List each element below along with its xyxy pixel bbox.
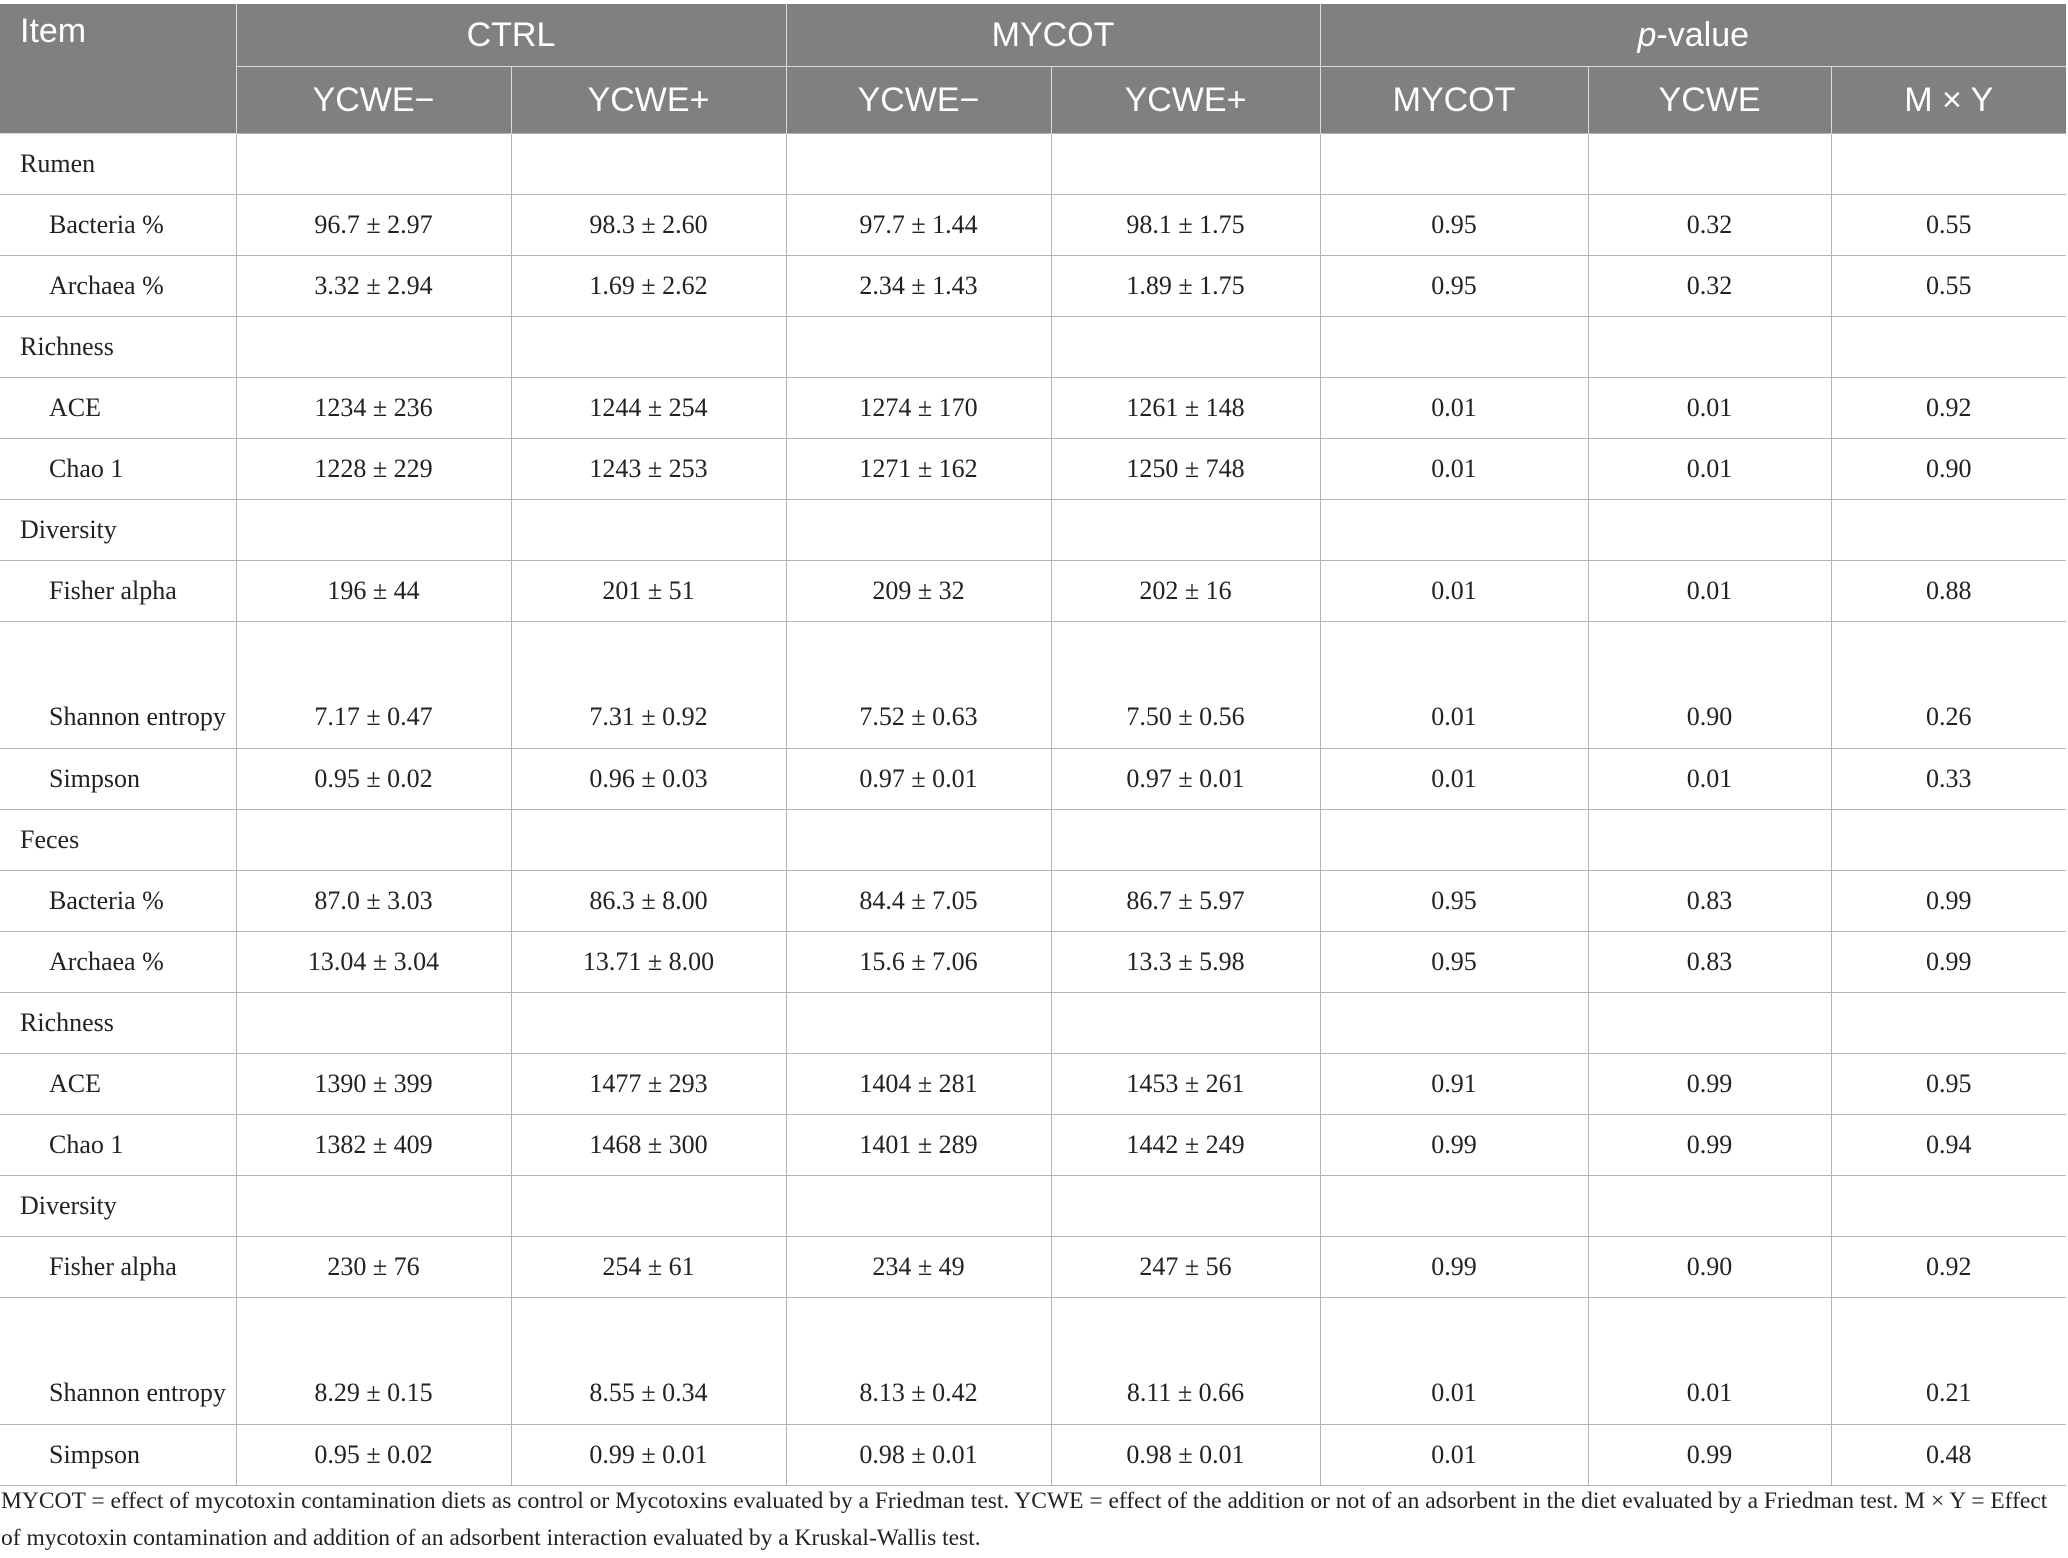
table-cell: 13.3 ± 5.98 <box>1051 932 1320 993</box>
table-cell: 1271 ± 162 <box>786 439 1051 500</box>
table-cell: 0.01 <box>1320 378 1588 439</box>
empty-cell <box>786 1176 1051 1237</box>
row-label: Shannon entropy <box>0 1298 236 1425</box>
table-cell: 0.96 ± 0.03 <box>511 749 786 810</box>
table-cell: 7.31 ± 0.92 <box>511 622 786 749</box>
section-row <box>0 500 2066 561</box>
section-label: Diversity <box>0 500 236 561</box>
table-cell: 84.4 ± 7.05 <box>786 871 1051 932</box>
table-cell: 96.7 ± 2.97 <box>236 195 511 256</box>
table-cell: 0.01 <box>1588 439 1831 500</box>
results-table <box>0 4 2066 1486</box>
empty-cell <box>1320 810 1588 871</box>
empty-cell <box>511 317 786 378</box>
row-label: Fisher alpha <box>0 1237 236 1298</box>
table-cell: 0.90 <box>1588 1237 1831 1298</box>
table-cell: 0.01 <box>1588 1298 1831 1425</box>
empty-cell <box>786 134 1051 195</box>
table-row <box>0 1298 2066 1425</box>
table-row <box>0 1237 2066 1298</box>
table-cell: 1250 ± 748 <box>1051 439 1320 500</box>
table-cell: 254 ± 61 <box>511 1237 786 1298</box>
header-item: Item <box>0 4 236 134</box>
table-cell: 15.6 ± 7.06 <box>786 932 1051 993</box>
table-cell: 1477 ± 293 <box>511 1054 786 1115</box>
empty-cell <box>511 134 786 195</box>
table-cell: 0.01 <box>1320 439 1588 500</box>
pvalue-p: p <box>1637 15 1657 54</box>
table-cell: 0.99 <box>1320 1237 1588 1298</box>
empty-cell <box>1051 1176 1320 1237</box>
table-cell: 8.55 ± 0.34 <box>511 1298 786 1425</box>
empty-cell <box>1831 134 2066 195</box>
table-cell: 1453 ± 261 <box>1051 1054 1320 1115</box>
empty-cell <box>511 993 786 1054</box>
table-cell: 0.97 ± 0.01 <box>786 749 1051 810</box>
table-cell: 234 ± 49 <box>786 1237 1051 1298</box>
table-cell: 87.0 ± 3.03 <box>236 871 511 932</box>
empty-cell <box>236 810 511 871</box>
empty-cell <box>786 500 1051 561</box>
table-cell: 0.83 <box>1588 932 1831 993</box>
table-cell: 1390 ± 399 <box>236 1054 511 1115</box>
table-cell: 0.99 ± 0.01 <box>511 1425 786 1486</box>
empty-cell <box>1588 317 1831 378</box>
table-cell: 0.01 <box>1320 749 1588 810</box>
row-label: ACE <box>0 1054 236 1115</box>
subheader-mycot-ycwe-plus: YCWE+ <box>1051 67 1320 134</box>
table-cell: 0.55 <box>1831 195 2066 256</box>
subheader-ctrl-ycwe-plus: YCWE+ <box>511 67 786 134</box>
table-cell: 0.99 <box>1588 1054 1831 1115</box>
table-row <box>0 378 2066 439</box>
table-cell: 13.04 ± 3.04 <box>236 932 511 993</box>
table-cell: 0.92 <box>1831 1237 2066 1298</box>
table-row <box>0 1425 2066 1486</box>
table-cell: 1234 ± 236 <box>236 378 511 439</box>
table-cell: 0.99 <box>1831 871 2066 932</box>
table-row <box>0 871 2066 932</box>
table-cell: 0.97 ± 0.01 <box>1051 749 1320 810</box>
table-cell: 0.88 <box>1831 561 2066 622</box>
table-cell: 98.3 ± 2.60 <box>511 195 786 256</box>
table-cell: 0.99 <box>1588 1425 1831 1486</box>
empty-cell <box>236 500 511 561</box>
section-label: Feces <box>0 810 236 871</box>
table-cell: 8.11 ± 0.66 <box>1051 1298 1320 1425</box>
table-cell: 1442 ± 249 <box>1051 1115 1320 1176</box>
table-cell: 0.91 <box>1320 1054 1588 1115</box>
table-row <box>0 622 2066 749</box>
row-label: Simpson <box>0 1425 236 1486</box>
row-label: Bacteria % <box>0 871 236 932</box>
empty-cell <box>1588 810 1831 871</box>
table-cell: 0.01 <box>1320 622 1588 749</box>
section-row <box>0 810 2066 871</box>
table-cell: 1404 ± 281 <box>786 1054 1051 1115</box>
table-cell: 0.95 <box>1320 932 1588 993</box>
empty-cell <box>236 1176 511 1237</box>
table-cell: 0.01 <box>1588 561 1831 622</box>
table-cell: 0.55 <box>1831 256 2066 317</box>
header-group-mycot: MYCOT <box>786 4 1320 67</box>
table-cell: 0.32 <box>1588 195 1831 256</box>
table-cell: 0.95 ± 0.02 <box>236 1425 511 1486</box>
table-cell: 202 ± 16 <box>1051 561 1320 622</box>
table-cell: 0.90 <box>1831 439 2066 500</box>
section-row <box>0 1176 2066 1237</box>
subheader-p-mycot: MYCOT <box>1320 67 1588 134</box>
table-cell: 0.48 <box>1831 1425 2066 1486</box>
table-cell: 1243 ± 253 <box>511 439 786 500</box>
table-cell: 0.98 ± 0.01 <box>1051 1425 1320 1486</box>
table-cell: 1.89 ± 1.75 <box>1051 256 1320 317</box>
table-cell: 1401 ± 289 <box>786 1115 1051 1176</box>
empty-cell <box>1831 500 2066 561</box>
pvalue-suffix: -value <box>1656 15 1750 54</box>
table-cell: 0.90 <box>1588 622 1831 749</box>
empty-cell <box>1320 134 1588 195</box>
table-cell: 7.52 ± 0.63 <box>786 622 1051 749</box>
empty-cell <box>1831 810 2066 871</box>
table-cell: 1244 ± 254 <box>511 378 786 439</box>
table-cell: 0.99 <box>1831 932 2066 993</box>
table-cell: 0.95 <box>1320 195 1588 256</box>
table-cell: 1468 ± 300 <box>511 1115 786 1176</box>
table-row <box>0 1115 2066 1176</box>
table-cell: 1382 ± 409 <box>236 1115 511 1176</box>
row-label: ACE <box>0 378 236 439</box>
table-body <box>0 134 2066 1486</box>
table-cell: 0.92 <box>1831 378 2066 439</box>
empty-cell <box>1831 317 2066 378</box>
empty-cell <box>236 993 511 1054</box>
table-cell: 0.94 <box>1831 1115 2066 1176</box>
table-cell: 0.83 <box>1588 871 1831 932</box>
table-cell: 0.95 ± 0.02 <box>236 749 511 810</box>
table-cell: 201 ± 51 <box>511 561 786 622</box>
table-footnote: MYCOT = effect of mycotoxin contamination diets as control or Mycotoxins evaluated by a Friedman test. YCWE = effect of the addition or not of an adsorbent in the diet evaluated by a Friedman test. M × Y = Effect of mycotoxin contamination and addition of an adsorbent interaction evaluated by a Kruskal-Wallis test. <box>1 1488 2048 1551</box>
table-cell: 0.98 ± 0.01 <box>786 1425 1051 1486</box>
row-label: Archaea % <box>0 256 236 317</box>
table-cell: 86.7 ± 5.97 <box>1051 871 1320 932</box>
section-label: Rumen <box>0 134 236 195</box>
empty-cell <box>1051 134 1320 195</box>
empty-cell <box>511 500 786 561</box>
table-cell: 0.32 <box>1588 256 1831 317</box>
table-cell: 7.50 ± 0.56 <box>1051 622 1320 749</box>
table-cell: 0.21 <box>1831 1298 2066 1425</box>
empty-cell <box>1051 810 1320 871</box>
section-row <box>0 317 2066 378</box>
section-label: Richness <box>0 993 236 1054</box>
section-row <box>0 134 2066 195</box>
empty-cell <box>1588 134 1831 195</box>
table-cell: 13.71 ± 8.00 <box>511 932 786 993</box>
table-cell: 1274 ± 170 <box>786 378 1051 439</box>
empty-cell <box>1320 500 1588 561</box>
subheader-mycot-ycwe-minus: YCWE− <box>786 67 1051 134</box>
table-cell: 98.1 ± 1.75 <box>1051 195 1320 256</box>
table-cell: 230 ± 76 <box>236 1237 511 1298</box>
empty-cell <box>1831 1176 2066 1237</box>
empty-cell <box>786 993 1051 1054</box>
table-cell: 2.34 ± 1.43 <box>786 256 1051 317</box>
subheader-p-interaction: M × Y <box>1831 67 2066 134</box>
table-row <box>0 749 2066 810</box>
table-cell: 0.99 <box>1588 1115 1831 1176</box>
empty-cell <box>236 317 511 378</box>
empty-cell <box>236 134 511 195</box>
table-cell: 86.3 ± 8.00 <box>511 871 786 932</box>
empty-cell <box>511 810 786 871</box>
table-row <box>0 1054 2066 1115</box>
table-cell: 209 ± 32 <box>786 561 1051 622</box>
table-cell: 0.01 <box>1588 749 1831 810</box>
empty-cell <box>1051 993 1320 1054</box>
table-cell: 0.26 <box>1831 622 2066 749</box>
section-label: Richness <box>0 317 236 378</box>
section-label: Diversity <box>0 1176 236 1237</box>
table-cell: 8.29 ± 0.15 <box>236 1298 511 1425</box>
row-label: Chao 1 <box>0 1115 236 1176</box>
table-cell: 8.13 ± 0.42 <box>786 1298 1051 1425</box>
table-row <box>0 439 2066 500</box>
subheader-p-ycwe: YCWE <box>1588 67 1831 134</box>
table-container <box>0 4 2068 1486</box>
table-cell: 97.7 ± 1.44 <box>786 195 1051 256</box>
table-row <box>0 195 2066 256</box>
empty-cell <box>1588 1176 1831 1237</box>
empty-cell <box>1588 500 1831 561</box>
empty-cell <box>1320 993 1588 1054</box>
header-group-pvalue <box>1320 4 2066 67</box>
subheader-ctrl-ycwe-minus: YCWE− <box>236 67 511 134</box>
table-cell: 3.32 ± 2.94 <box>236 256 511 317</box>
empty-cell <box>1051 500 1320 561</box>
table-cell: 0.95 <box>1320 871 1588 932</box>
row-label: Bacteria % <box>0 195 236 256</box>
empty-cell <box>786 810 1051 871</box>
table-cell: 0.01 <box>1588 378 1831 439</box>
table-cell: 1261 ± 148 <box>1051 378 1320 439</box>
row-label: Simpson <box>0 749 236 810</box>
empty-cell <box>1831 993 2066 1054</box>
table-cell: 0.95 <box>1320 256 1588 317</box>
empty-cell <box>1320 317 1588 378</box>
empty-cell <box>1588 993 1831 1054</box>
table-row <box>0 932 2066 993</box>
table-cell: 0.01 <box>1320 1298 1588 1425</box>
row-label: Shannon entropy <box>0 622 236 749</box>
empty-cell <box>786 317 1051 378</box>
row-label: Archaea % <box>0 932 236 993</box>
table-cell: 196 ± 44 <box>236 561 511 622</box>
empty-cell <box>1320 1176 1588 1237</box>
header-group-ctrl: CTRL <box>236 4 786 67</box>
table-cell: 7.17 ± 0.47 <box>236 622 511 749</box>
table-cell: 0.95 <box>1831 1054 2066 1115</box>
table-row <box>0 256 2066 317</box>
row-label: Chao 1 <box>0 439 236 500</box>
table-cell: 0.33 <box>1831 749 2066 810</box>
empty-cell <box>511 1176 786 1237</box>
table-header <box>0 4 2066 134</box>
table-cell: 1.69 ± 2.62 <box>511 256 786 317</box>
empty-cell <box>1051 317 1320 378</box>
table-cell: 0.01 <box>1320 1425 1588 1486</box>
section-row <box>0 993 2066 1054</box>
table-cell: 0.01 <box>1320 561 1588 622</box>
table-cell: 247 ± 56 <box>1051 1237 1320 1298</box>
table-row <box>0 561 2066 622</box>
table-cell: 0.99 <box>1320 1115 1588 1176</box>
table-cell: 1228 ± 229 <box>236 439 511 500</box>
row-label: Fisher alpha <box>0 561 236 622</box>
